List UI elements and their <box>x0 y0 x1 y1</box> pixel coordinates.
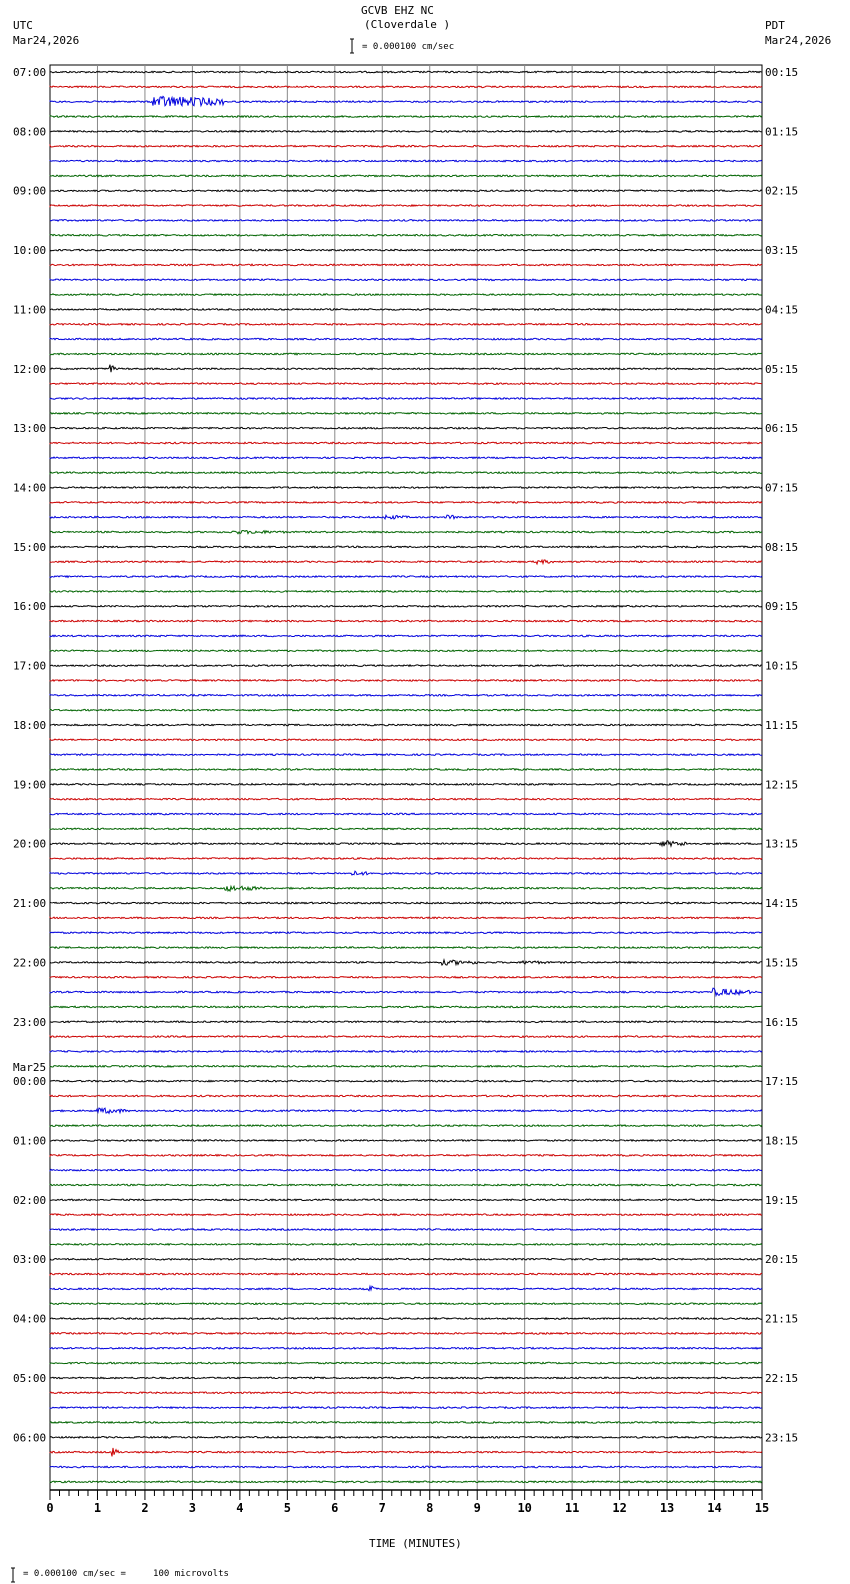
trace-line <box>50 828 762 830</box>
utc-hour-label: 21:00 <box>13 897 47 911</box>
left-date: Mar24,2026 <box>13 34 80 47</box>
x-tick-label: 2 <box>141 1501 149 1515</box>
trace-line <box>50 1036 762 1038</box>
trace-line <box>50 988 762 995</box>
trace-line <box>50 1021 762 1023</box>
x-tick-label: 1 <box>93 1501 102 1515</box>
utc-hour-label: 18:00 <box>13 718 47 732</box>
utc-hour-label: 03:00 <box>13 1253 47 1267</box>
date-change-label: Mar25 <box>13 1061 47 1075</box>
pdt-hour-label: 12:15 <box>765 778 799 792</box>
utc-hour-label: 17:00 <box>13 659 47 673</box>
utc-hour-label: 06:00 <box>13 1431 47 1445</box>
trace-line <box>50 309 762 311</box>
utc-hour-label: 11:00 <box>13 303 47 317</box>
trace-line <box>50 1140 762 1142</box>
trace-line <box>50 1125 762 1127</box>
utc-hour-label: 23:00 <box>13 1015 47 1029</box>
scale-label: = 0.000100 cm/sec <box>362 42 455 52</box>
trace-line <box>50 338 762 340</box>
trace-line <box>50 798 762 800</box>
trace-line <box>50 365 762 373</box>
pdt-hour-label: 09:15 <box>765 600 799 614</box>
pdt-hour-label: 01:15 <box>765 125 799 139</box>
trace-line <box>50 1155 762 1157</box>
trace-line <box>50 1095 762 1097</box>
trace-line <box>50 324 762 326</box>
utc-hour-label: 02:00 <box>13 1193 47 1207</box>
pdt-hour-label: 07:15 <box>765 481 799 495</box>
trace-line <box>50 1286 762 1290</box>
utc-hour-label: 13:00 <box>13 422 47 436</box>
x-tick-label: 13 <box>659 1501 675 1515</box>
trace-line <box>50 1169 762 1171</box>
utc-hour-label: 19:00 <box>13 778 47 792</box>
utc-hour-label: 14:00 <box>13 481 47 495</box>
trace-line <box>50 1199 762 1201</box>
utc-hour-label: 05:00 <box>13 1371 47 1385</box>
trace-line <box>50 1229 762 1231</box>
pdt-hour-label: 11:15 <box>765 718 799 732</box>
x-tick-label: 3 <box>188 1501 197 1515</box>
utc-hour-label: 15:00 <box>13 540 47 554</box>
right-timezone: PDT <box>765 19 785 32</box>
trace-line <box>50 427 762 429</box>
trace-line <box>50 531 762 534</box>
utc-hour-label: 16:00 <box>13 600 47 614</box>
utc-hour-label: 09:00 <box>13 184 47 198</box>
trace-line <box>50 457 762 459</box>
trace-line <box>50 1392 762 1394</box>
trace-line <box>50 754 762 756</box>
trace-line <box>50 1333 762 1335</box>
trace-line <box>50 1422 762 1424</box>
pdt-hour-label: 06:15 <box>765 422 799 436</box>
scale-bar-icon <box>350 39 354 53</box>
pdt-hour-label: 00:15 <box>765 66 799 79</box>
trace-line <box>50 220 762 222</box>
trace-line <box>50 487 762 489</box>
x-axis-label: TIME (MINUTES) <box>369 1537 462 1550</box>
trace-line <box>50 680 762 682</box>
pdt-hour-label: 19:15 <box>765 1193 799 1207</box>
utc-hour-label: 22:00 <box>13 956 47 970</box>
x-tick-label: 9 <box>473 1501 481 1515</box>
trace-line <box>50 576 762 578</box>
trace-line <box>50 695 762 697</box>
trace-line <box>50 976 762 978</box>
x-tick-label: 15 <box>754 1501 770 1515</box>
trace-line <box>50 413 762 415</box>
pdt-hour-label: 02:15 <box>765 184 799 198</box>
trace-line <box>50 249 762 251</box>
trace-line <box>50 769 762 771</box>
trace-line <box>50 724 762 726</box>
trace-line <box>50 1377 762 1379</box>
footer-scale-note: = 0.000100 cm/sec = 100 microvolts <box>23 1569 229 1579</box>
trace-line <box>50 234 762 236</box>
trace-line <box>50 96 762 106</box>
trace-line <box>50 1466 762 1468</box>
trace-line <box>50 1080 762 1082</box>
pdt-hour-label: 21:15 <box>765 1312 799 1326</box>
trace-line <box>50 813 762 815</box>
pdt-hour-label: 18:15 <box>765 1134 799 1148</box>
x-tick-label: 5 <box>283 1501 291 1515</box>
trace-line <box>50 1108 762 1113</box>
utc-hour-label: 08:00 <box>13 125 47 139</box>
trace-line <box>50 205 762 207</box>
left-timezone: UTC <box>13 19 33 32</box>
pdt-hour-label: 03:15 <box>765 244 799 258</box>
trace-line <box>50 871 762 875</box>
trace-line <box>50 932 762 934</box>
trace-line <box>50 1437 762 1439</box>
station-location: (Cloverdale ) <box>364 18 451 31</box>
trace-line <box>50 1051 762 1053</box>
x-tick-label: 11 <box>564 1501 580 1515</box>
trace-line <box>50 279 762 281</box>
utc-hour-label: 10:00 <box>13 244 47 258</box>
trace-line <box>50 1006 762 1008</box>
trace-line <box>50 1066 762 1068</box>
trace-line <box>50 1448 762 1457</box>
trace-line <box>50 502 762 504</box>
trace-line <box>50 739 762 741</box>
x-tick-label: 14 <box>707 1501 722 1515</box>
trace-line <box>50 635 762 637</box>
trace-line <box>50 472 762 474</box>
pdt-hour-label: 10:15 <box>765 659 799 673</box>
pdt-hour-label: 20:15 <box>765 1253 799 1267</box>
plot-frame <box>50 65 762 1490</box>
trace-line <box>50 1407 762 1409</box>
trace-line <box>50 131 762 133</box>
trace-line <box>50 442 762 444</box>
trace-line <box>50 1347 762 1349</box>
x-tick-label: 8 <box>426 1501 434 1515</box>
trace-line <box>50 1362 762 1364</box>
trace-line <box>50 1258 762 1260</box>
trace-line <box>50 620 762 622</box>
utc-hour-label: 12:00 <box>13 362 47 376</box>
trace-line <box>50 665 762 667</box>
trace-line <box>50 605 762 607</box>
pdt-hour-label: 16:15 <box>765 1015 799 1029</box>
trace-line <box>50 1214 762 1216</box>
trace-line <box>50 858 762 860</box>
pdt-hour-label: 13:15 <box>765 837 799 851</box>
pdt-hour-label: 17:15 <box>765 1075 799 1089</box>
trace-line <box>50 145 762 147</box>
utc-hour-label: 00:00 <box>13 1075 47 1089</box>
trace-line <box>50 886 762 891</box>
trace-line <box>50 902 762 904</box>
trace-line <box>50 1318 762 1320</box>
trace-line <box>50 353 762 355</box>
trace-line <box>50 398 762 400</box>
trace-line <box>50 1481 762 1483</box>
trace-line <box>50 650 762 652</box>
utc-hour-label: 04:00 <box>13 1312 47 1326</box>
trace-line <box>50 947 762 949</box>
trace-line <box>50 383 762 385</box>
trace-line <box>50 86 762 88</box>
pdt-hour-label: 08:15 <box>765 540 799 554</box>
trace-line <box>50 71 762 73</box>
trace-line <box>50 1244 762 1246</box>
pdt-hour-label: 05:15 <box>765 362 799 376</box>
pdt-hour-label: 15:15 <box>765 956 799 970</box>
x-tick-label: 7 <box>378 1501 386 1515</box>
trace-line <box>50 709 762 711</box>
x-tick-label: 0 <box>46 1501 54 1515</box>
trace-line <box>50 1184 762 1186</box>
utc-hour-label: 07:00 <box>13 66 47 79</box>
trace-line <box>50 960 762 965</box>
pdt-hour-label: 14:15 <box>765 897 799 911</box>
trace-line <box>50 841 762 846</box>
trace-line <box>50 546 762 548</box>
trace-line <box>50 784 762 786</box>
trace-line <box>50 116 762 118</box>
pdt-hour-label: 04:15 <box>765 303 799 317</box>
footer-scale-bar-icon <box>11 1568 15 1582</box>
trace-line <box>50 591 762 593</box>
x-tick-label: 4 <box>236 1501 244 1515</box>
trace-line <box>50 1273 762 1275</box>
pdt-hour-label: 22:15 <box>765 1371 799 1385</box>
trace-line <box>50 264 762 266</box>
utc-hour-label: 01:00 <box>13 1134 47 1148</box>
x-tick-label: 6 <box>331 1501 339 1515</box>
x-tick-label: 12 <box>612 1501 627 1515</box>
trace-line <box>50 917 762 919</box>
right-date: Mar24,2026 <box>765 34 832 47</box>
station-title: GCVB EHZ NC <box>361 4 434 17</box>
pdt-hour-label: 23:15 <box>765 1431 799 1445</box>
trace-line <box>50 294 762 296</box>
trace-line <box>50 175 762 177</box>
utc-hour-label: 20:00 <box>13 837 47 851</box>
trace-line <box>50 1303 762 1305</box>
x-tick-label: 10 <box>517 1501 532 1515</box>
trace-line <box>50 160 762 162</box>
trace-line <box>50 515 762 519</box>
trace-line <box>50 560 762 564</box>
trace-line <box>50 190 762 192</box>
